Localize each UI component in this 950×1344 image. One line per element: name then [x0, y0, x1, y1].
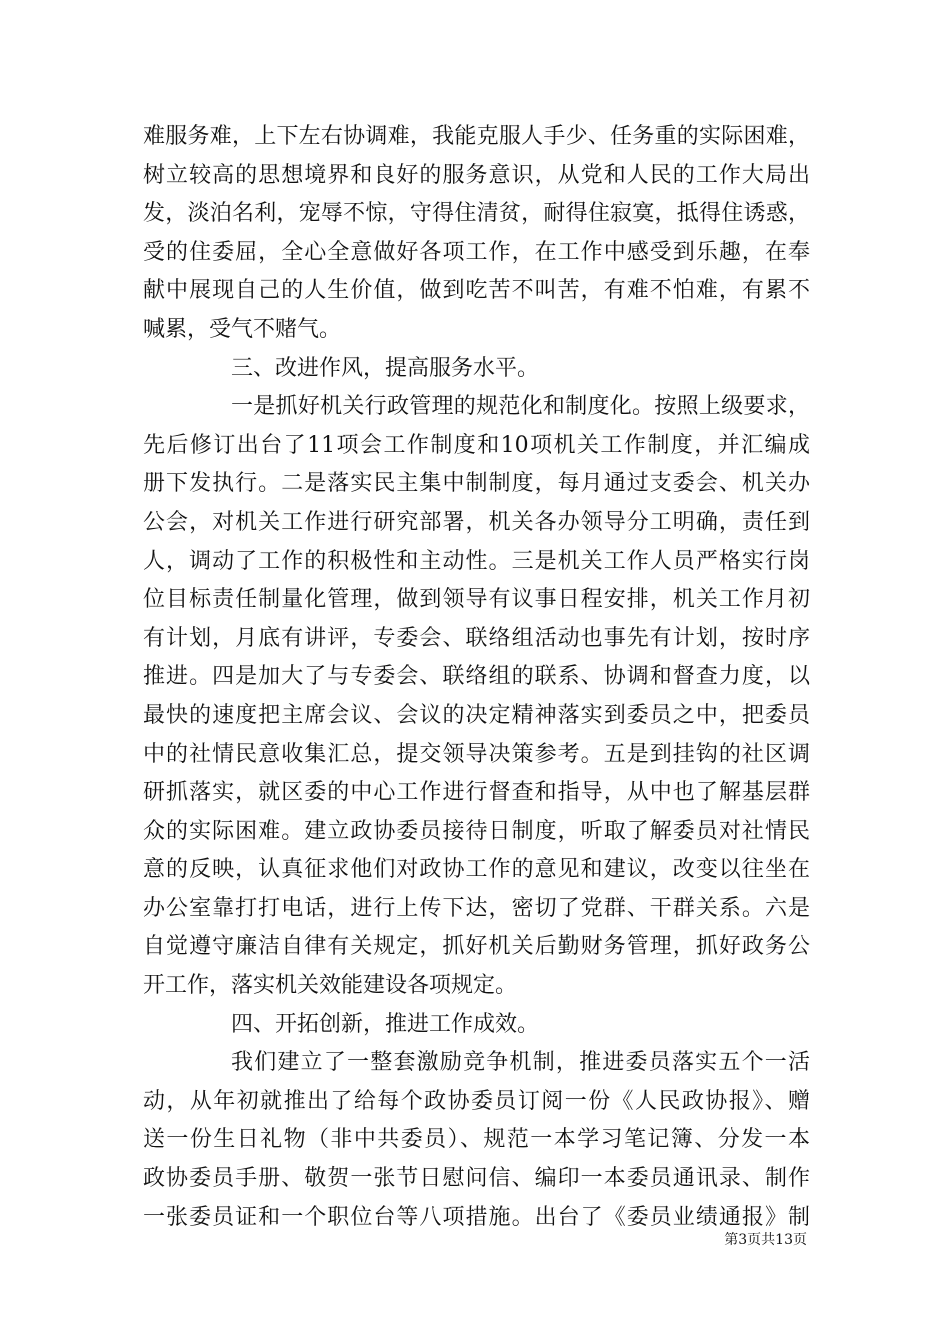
text-line: 树立较高的思想境界和良好的服务意识，从党和人民的工作大局出 [143, 162, 810, 188]
text-line: 送一份生日礼物（非中共委员）、规范一本学习笔记簿、分发一本 [143, 1127, 810, 1153]
text-line: 意的反映，认真征求他们对政协工作的意见和建议，改变以往坐在 [143, 857, 810, 883]
text-line: 献中展现自己的人生价值，做到吃苦不叫苦，有难不怕难，有累不 [143, 278, 810, 304]
text-line: 开工作，落实机关效能建设各项规定。 [143, 973, 518, 999]
text-line: 四、开拓创新，推进工作成效。 [231, 1011, 540, 1037]
text-line: 研抓落实，就区委的中心工作进行督查和指导，从中也了解基层群 [143, 780, 810, 806]
text-line: 最快的速度把主席会议、会议的决定精神落实到委员之中，把委员 [143, 702, 810, 728]
text-line: 公会，对机关工作进行研究部署，机关各办领导分工明确，责任到 [143, 509, 810, 535]
text-line: 一张委员证和一个职位台等八项措施。出台了《委员业绩通报》制 [143, 1204, 810, 1230]
text-line: 先后修订出台了11项会工作制度和10项机关工作制度，并汇编成 [143, 432, 810, 458]
text-line: 一是抓好机关行政管理的规范化和制度化。按照上级要求， [231, 394, 810, 420]
text-line: 有计划，月底有讲评，专委会、联络组活动也事先有计划，按时序 [143, 625, 810, 651]
text-line: 推进。四是加大了与专委会、联络组的联系、协调和督查力度，以 [143, 664, 810, 690]
text-line: 册下发执行。二是落实民主集中制制度，每月通过支委会、机关办 [143, 471, 810, 497]
text-line: 中的社情民意收集汇总，提交领导决策参考。五是到挂钩的社区调 [143, 741, 810, 767]
text-line: 难服务难，上下左右协调难，我能克服人手少、任务重的实际困难， [143, 124, 810, 149]
text-line: 自觉遵守廉洁自律有关规定，抓好机关后勤财务管理，抓好政务公 [143, 934, 810, 960]
text-line: 我们建立了一整套激励竞争机制，推进委员落实五个一活 [231, 1050, 810, 1076]
page-footer: 第3页共13页 [724, 1232, 807, 1248]
text-line: 发，淡泊名利，宠辱不惊，守得住清贫，耐得住寂寞，抵得住诱惑， [143, 201, 810, 227]
text-line: 政协委员手册、敬贺一张节日慰问信、编印一本委员通讯录、制作 [143, 1166, 810, 1192]
text-line: 受的住委屈，全心全意做好各项工作，在工作中感受到乐趣，在奉 [143, 239, 810, 265]
text-line: 喊累，受气不赌气。 [143, 316, 342, 342]
text-line: 人，调动了工作的积极性和主动性。三是机关工作人员严格实行岗 [143, 548, 810, 574]
text-line: 三、改进作风，提高服务水平。 [231, 355, 540, 381]
text-line: 众的实际困难。建立政协委员接待日制度，听取了解委员对社情民 [143, 818, 810, 844]
text-line: 位目标责任制量化管理，做到领导有议事日程安排，机关工作月初 [143, 587, 810, 613]
document-body [143, 118, 810, 1237]
text-line: 动，从年初就推出了给每个政协委员订阅一份《人民政协报》、赠 [143, 1088, 810, 1114]
text-line: 办公室靠打打电话，进行上传下达，密切了党群、干群关系。六是 [143, 895, 810, 921]
